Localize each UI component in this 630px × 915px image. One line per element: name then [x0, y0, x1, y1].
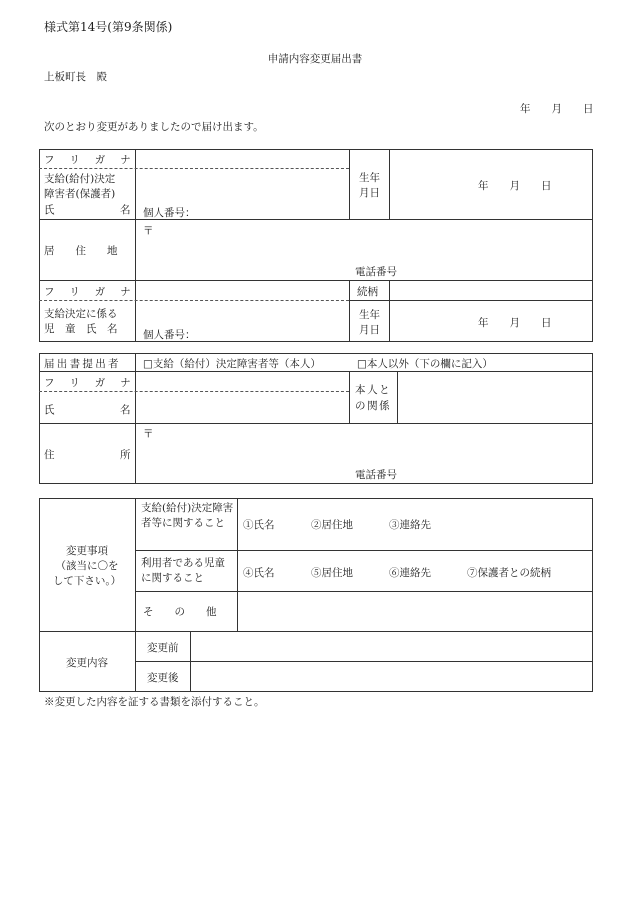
option-contact[interactable]: ③連絡先	[389, 519, 431, 531]
before-change-label: 変更前	[147, 642, 179, 654]
submitter-option-self[interactable]: □支給（給付）決定障害者等（本人）	[143, 358, 321, 370]
furigana-label: フ リ ガ ナ	[44, 154, 137, 166]
option-guardian-relation[interactable]: ⑦保護者との続柄	[467, 567, 551, 579]
intro-text: 次のとおり変更がありましたので届け出ます。	[44, 121, 264, 133]
submitter-relation-label-2: の関係	[355, 400, 392, 412]
option-name[interactable]: ①氏名	[243, 519, 275, 531]
child-name-label-2: 児 童 氏 名	[44, 323, 118, 335]
birth-label-2: 月日	[359, 187, 380, 199]
submitter-furigana-label: フ リ ガ ナ	[44, 377, 137, 389]
change-content-label: 変更内容	[66, 657, 108, 669]
row-recipient-label: 支給(給付)決定障害者等に関すること	[141, 502, 234, 529]
submitter-address-label-a: 住	[44, 449, 55, 461]
after-change-label: 変更後	[147, 672, 179, 684]
footnote: ※変更した内容を証する書類を添付すること。	[44, 696, 265, 708]
change-item-label-3: して下さい。）	[52, 575, 122, 587]
option-child-name[interactable]: ④氏名	[243, 567, 275, 579]
option-child-residence[interactable]: ⑤居住地	[311, 567, 353, 579]
recipient-name-label-3b: 名	[120, 204, 131, 216]
birth-date: 年 月 日	[478, 180, 552, 192]
form-number: 様式第14号(第9条関係)	[44, 20, 173, 34]
option-child-contact[interactable]: ⑥連絡先	[389, 567, 431, 579]
my-number-label: 個人番号：	[143, 207, 196, 219]
submitter-table	[39, 353, 593, 484]
submitter-option-other[interactable]: □本人以外（下の欄に記入）	[357, 358, 493, 370]
submitter-label: 届出書提出者	[44, 358, 121, 370]
option-residence[interactable]: ②居住地	[311, 519, 353, 531]
postal-mark: 〒	[143, 225, 154, 237]
form-title: 申請内容変更届出書	[267, 53, 363, 65]
address-label: 居 住 地	[44, 245, 118, 257]
child-birth-label-2: 月日	[359, 324, 380, 336]
submitter-name-label-b: 名	[120, 404, 131, 416]
furigana-label-child: フ リ ガ ナ	[44, 286, 137, 298]
submitter-phone-label: 電話番号	[355, 469, 397, 481]
submitter-name-label-a: 氏	[44, 404, 55, 416]
submission-date: 年 月 日	[520, 103, 594, 115]
row-other-label: そ の 他	[143, 606, 217, 618]
change-item-label-2: （該当に〇を	[55, 560, 119, 572]
child-birth-date: 年 月 日	[478, 317, 552, 329]
row-child-label: 利用者である児童に関すること	[141, 557, 225, 584]
child-name-label: 支給決定に係る	[44, 308, 118, 320]
my-number-label-child: 個人番号：	[143, 329, 196, 341]
recipient-name-label-2: 障害者(保護者)	[44, 188, 116, 200]
submitter-address-label-b: 所	[120, 449, 131, 461]
child-birth-label: 生年	[359, 309, 380, 321]
submitter-relation-label: 本人と	[355, 384, 392, 396]
recipient-name-label-3a: 氏	[44, 204, 55, 216]
addressee: 上板町長 殿	[44, 71, 107, 83]
phone-label: 電話番号	[355, 266, 397, 278]
birth-label: 生年	[359, 172, 380, 184]
submitter-postal-mark: 〒	[143, 428, 154, 440]
recipient-name-label: 支給(給付)決定	[44, 173, 116, 185]
relation-label: 続柄	[357, 286, 378, 298]
change-item-label: 変更事項	[66, 545, 108, 557]
